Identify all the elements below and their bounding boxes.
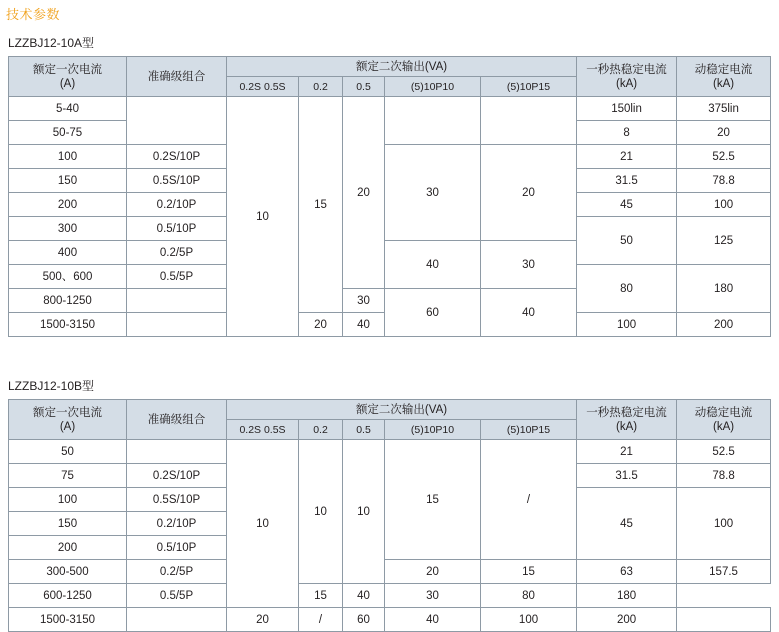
cell-thermal: 8 <box>577 121 677 145</box>
cell-current: 5-40 <box>9 97 127 121</box>
header-class-05: 0.5 <box>343 420 385 440</box>
cell-accuracy: 0.2/5P <box>127 241 227 265</box>
cell-accuracy-empty <box>127 97 227 145</box>
cell-dynamic: 375lin <box>677 97 771 121</box>
header-class-02: 0.2 <box>299 77 343 97</box>
cell-out-02: 20 <box>299 313 343 337</box>
cell-current: 75 <box>9 464 127 488</box>
cell-thermal: 150lin <box>577 97 677 121</box>
cell-out-02: 10 <box>299 440 343 584</box>
header-primary-current: 额定一次电流 (A) <box>9 57 127 97</box>
header-class-02s05s: 0.2S 0.5S <box>227 77 299 97</box>
cell-accuracy: 0.2/10P <box>127 193 227 217</box>
header-class-02s05s: 0.2S 0.5S <box>227 420 299 440</box>
cell-out-10p10: 40 <box>385 608 481 632</box>
table-row <box>9 560 771 584</box>
cell-out-10p15: 30 <box>481 241 577 289</box>
cell-thermal: 63 <box>577 560 677 584</box>
table-b-body <box>9 440 771 632</box>
cell-current: 50-75 <box>9 121 127 145</box>
cell-accuracy: 0.5S/10P <box>127 169 227 193</box>
cell-accuracy-empty <box>127 289 227 313</box>
header-accuracy-class: 准确级组合 <box>127 57 227 97</box>
table-b-caption: LZZBJ12-10B型 <box>8 379 95 393</box>
cell-out-02s05s: 10 <box>227 97 299 337</box>
cell-out-05: 60 <box>343 608 385 632</box>
header-class-10p15: (5)10P15 <box>481 77 577 97</box>
cell-out-10p15: 20 <box>481 145 577 241</box>
cell-current: 400 <box>9 241 127 265</box>
cell-out-05: 40 <box>343 313 385 337</box>
cell-current: 500、600 <box>9 265 127 289</box>
header-class-10p10: (5)10P10 <box>385 77 481 97</box>
cell-thermal: 45 <box>577 193 677 217</box>
cell-accuracy: 0.5/10P <box>127 536 227 560</box>
cell-thermal: 45 <box>577 488 677 560</box>
cell-accuracy-empty <box>127 313 227 337</box>
cell-out-10p10-empty <box>385 97 481 145</box>
cell-dynamic: 157.5 <box>677 560 771 584</box>
cell-out-02s05s: 20 <box>227 608 299 632</box>
cell-current: 300-500 <box>9 560 127 584</box>
header-accuracy-class: 准确级组合 <box>127 400 227 440</box>
cell-out-05: 20 <box>343 97 385 289</box>
cell-thermal: 21 <box>577 440 677 464</box>
page-title: 技术参数 <box>6 7 61 22</box>
cell-out-10p10: 30 <box>385 145 481 241</box>
header-dynamic-current: 动稳定电流 (kA) <box>677 400 771 440</box>
cell-out-05: 30 <box>343 289 385 313</box>
cell-out-10p10: 15 <box>385 440 481 560</box>
table-row <box>9 97 771 121</box>
cell-out-10p15: 30 <box>385 584 481 608</box>
cell-out-10p10: 40 <box>385 241 481 289</box>
cell-out-10p15: / <box>481 440 577 560</box>
cell-out-10p10: 20 <box>385 560 481 584</box>
header-class-02: 0.2 <box>299 420 343 440</box>
cell-dynamic: 180 <box>577 584 677 608</box>
table-a-header-row-1 <box>9 57 771 77</box>
cell-thermal: 31.5 <box>577 464 677 488</box>
cell-current: 200 <box>9 193 127 217</box>
cell-dynamic: 78.8 <box>677 464 771 488</box>
cell-current: 1500-3150 <box>9 608 127 632</box>
cell-out-10p15: 40 <box>481 289 577 337</box>
cell-dynamic: 20 <box>677 121 771 145</box>
header-dynamic-current: 动稳定电流 (kA) <box>677 57 771 97</box>
cell-dynamic: 100 <box>677 193 771 217</box>
cell-out-05: 15 <box>299 584 343 608</box>
header-class-05: 0.5 <box>343 77 385 97</box>
cell-dynamic: 200 <box>677 313 771 337</box>
table-gap <box>0 337 779 367</box>
cell-accuracy: 0.5/5P <box>127 265 227 289</box>
table-a-head <box>9 57 771 97</box>
cell-dynamic: 180 <box>677 265 771 313</box>
cell-dynamic: 52.5 <box>677 440 771 464</box>
cell-out-02: 15 <box>299 97 343 313</box>
cell-thermal: 80 <box>577 265 677 313</box>
cell-current: 200 <box>9 536 127 560</box>
cell-out-05: 10 <box>343 440 385 584</box>
cell-accuracy: 0.5/10P <box>127 217 227 241</box>
cell-current: 100 <box>9 145 127 169</box>
cell-current: 300 <box>9 217 127 241</box>
cell-current: 800-1250 <box>9 289 127 313</box>
table-a-caption: LZZBJ12-10A型 <box>8 36 95 50</box>
table-row <box>9 584 771 608</box>
cell-out-10p15-empty <box>481 97 577 145</box>
cell-accuracy-empty <box>127 440 227 464</box>
cell-out-10p15: 100 <box>481 608 577 632</box>
header-secondary-output: 额定二次输出(VA) <box>227 400 577 420</box>
table-a-wrapper <box>0 56 779 337</box>
cell-thermal: 80 <box>481 584 577 608</box>
header-secondary-output: 额定二次输出(VA) <box>227 57 577 77</box>
cell-dynamic: 78.8 <box>677 169 771 193</box>
cell-current: 100 <box>9 488 127 512</box>
cell-current: 600-1250 <box>9 584 127 608</box>
cell-thermal: 100 <box>577 313 677 337</box>
cell-accuracy: 0.5/5P <box>127 584 227 608</box>
cell-accuracy: 0.2S/10P <box>127 145 227 169</box>
cell-out-02s05s: 10 <box>227 440 299 608</box>
header-class-10p15: (5)10P15 <box>481 420 577 440</box>
table-b <box>8 399 771 632</box>
header-thermal-current: 一秒热稳定电流 (kA) <box>577 400 677 440</box>
table-b-head <box>9 400 771 440</box>
header-thermal-current: 一秒热稳定电流 (kA) <box>577 57 677 97</box>
cell-current: 150 <box>9 512 127 536</box>
cell-dynamic: 52.5 <box>677 145 771 169</box>
table-b-header-row-1 <box>9 400 771 420</box>
cell-dynamic: 100 <box>677 488 771 560</box>
cell-out-10p15: 15 <box>481 560 577 584</box>
cell-accuracy: 0.2/5P <box>127 560 227 584</box>
cell-current: 50 <box>9 440 127 464</box>
cell-current: 150 <box>9 169 127 193</box>
table-a <box>8 56 771 337</box>
table-row <box>9 440 771 464</box>
header-primary-current: 额定一次电流 (A) <box>9 400 127 440</box>
cell-out-10p10: 60 <box>385 289 481 337</box>
cell-out-10p10: 40 <box>343 584 385 608</box>
cell-accuracy: 0.2/10P <box>127 512 227 536</box>
table-b-wrapper <box>0 399 779 632</box>
cell-thermal: 21 <box>577 145 677 169</box>
cell-out-02: / <box>299 608 343 632</box>
cell-current: 1500-3150 <box>9 313 127 337</box>
cell-thermal: 31.5 <box>577 169 677 193</box>
cell-thermal: 200 <box>577 608 677 632</box>
table-row <box>9 145 771 169</box>
cell-dynamic: 125 <box>677 217 771 265</box>
cell-accuracy: 0.5S/10P <box>127 488 227 512</box>
table-a-body <box>9 97 771 337</box>
cell-accuracy: 0.2S/10P <box>127 464 227 488</box>
cell-thermal: 50 <box>577 217 677 265</box>
header-class-10p10: (5)10P10 <box>385 420 481 440</box>
